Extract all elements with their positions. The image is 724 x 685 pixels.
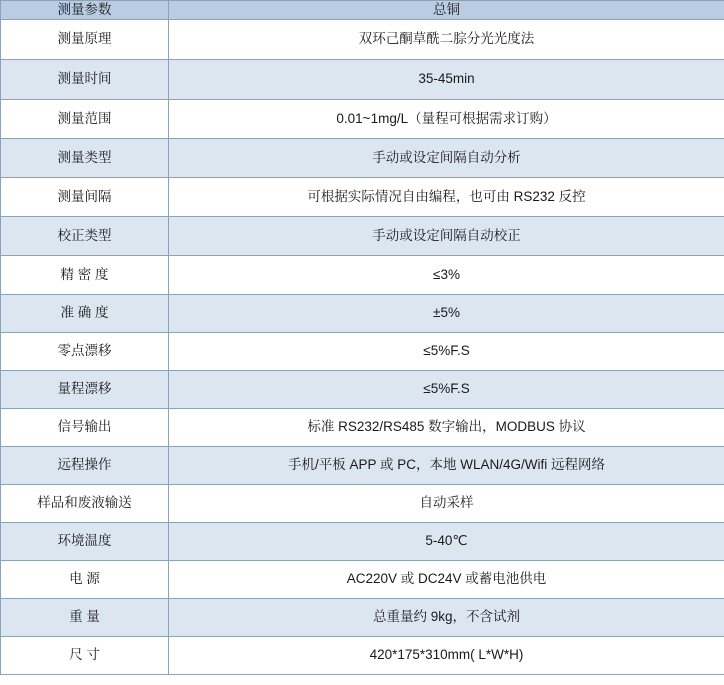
- header-value-cell: 总铜: [169, 1, 724, 20]
- row-value-cell: ≤5%F.S: [169, 332, 724, 370]
- row-label-cell: 零点漂移: [1, 332, 169, 370]
- row-label-cell: 测量范围: [1, 99, 169, 138]
- table-row: [1, 636, 724, 674]
- row-value-cell: AC220V 或 DC24V 或蓄电池供电: [169, 560, 724, 598]
- table-header-row: [1, 1, 724, 20]
- row-value-cell: 0.01~1mg/L（量程可根据需求订购）: [169, 99, 724, 138]
- row-value-cell: 手动或设定间隔自动校正: [169, 216, 724, 255]
- row-label-cell: 电 源: [1, 560, 169, 598]
- row-value-cell: 420*175*310mm( L*W*H): [169, 636, 724, 674]
- row-value-cell: 双环己酮草酰二腙分光光度法: [169, 19, 724, 59]
- row-label-cell: 量程漂移: [1, 370, 169, 408]
- table-row: [1, 138, 724, 177]
- table-row: [1, 99, 724, 138]
- row-label-cell: 精 密 度: [1, 255, 169, 294]
- row-value-cell: 可根据实际情况自由编程，也可由 RS232 反控: [169, 177, 724, 216]
- row-value-cell: 手动或设定间隔自动分析: [169, 138, 724, 177]
- row-value-cell: 总重量约 9kg，不含试剂: [169, 598, 724, 636]
- row-value-cell: 标准 RS232/RS485 数字输出，MODBUS 协议: [169, 408, 724, 446]
- table-row: [1, 370, 724, 408]
- row-label-cell: 测量时间: [1, 59, 169, 99]
- row-label-cell: 环境温度: [1, 522, 169, 560]
- table-row: [1, 59, 724, 99]
- table-row: [1, 255, 724, 294]
- table-row: [1, 522, 724, 560]
- table-row: [1, 19, 724, 59]
- row-label-cell: 测量类型: [1, 138, 169, 177]
- row-value-cell: ≤3%: [169, 255, 724, 294]
- table-row: [1, 216, 724, 255]
- row-value-cell: 自动采样: [169, 484, 724, 522]
- row-label-cell: 样品和废液输送: [1, 484, 169, 522]
- table-row: [1, 332, 724, 370]
- table-row: [1, 177, 724, 216]
- row-label-cell: 测量间隔: [1, 177, 169, 216]
- row-label-cell: 准 确 度: [1, 294, 169, 332]
- table-row: [1, 598, 724, 636]
- table-row: [1, 484, 724, 522]
- table-row: [1, 408, 724, 446]
- row-label-cell: 尺 寸: [1, 636, 169, 674]
- row-label-cell: 测量原理: [1, 19, 169, 59]
- row-label-cell: 信号输出: [1, 408, 169, 446]
- row-value-cell: 手机/平板 APP 或 PC，本地 WLAN/4G/Wifi 远程网络: [169, 446, 724, 484]
- table-row: [1, 446, 724, 484]
- row-value-cell: ±5%: [169, 294, 724, 332]
- row-label-cell: 远程操作: [1, 446, 169, 484]
- header-label-cell: 测量参数: [1, 1, 169, 20]
- table-row: [1, 294, 724, 332]
- row-label-cell: 校正类型: [1, 216, 169, 255]
- row-value-cell: 35-45min: [169, 59, 724, 99]
- table-body: [1, 1, 724, 675]
- table-row: [1, 560, 724, 598]
- row-value-cell: ≤5%F.S: [169, 370, 724, 408]
- row-value-cell: 5-40℃: [169, 522, 724, 560]
- row-label-cell: 重 量: [1, 598, 169, 636]
